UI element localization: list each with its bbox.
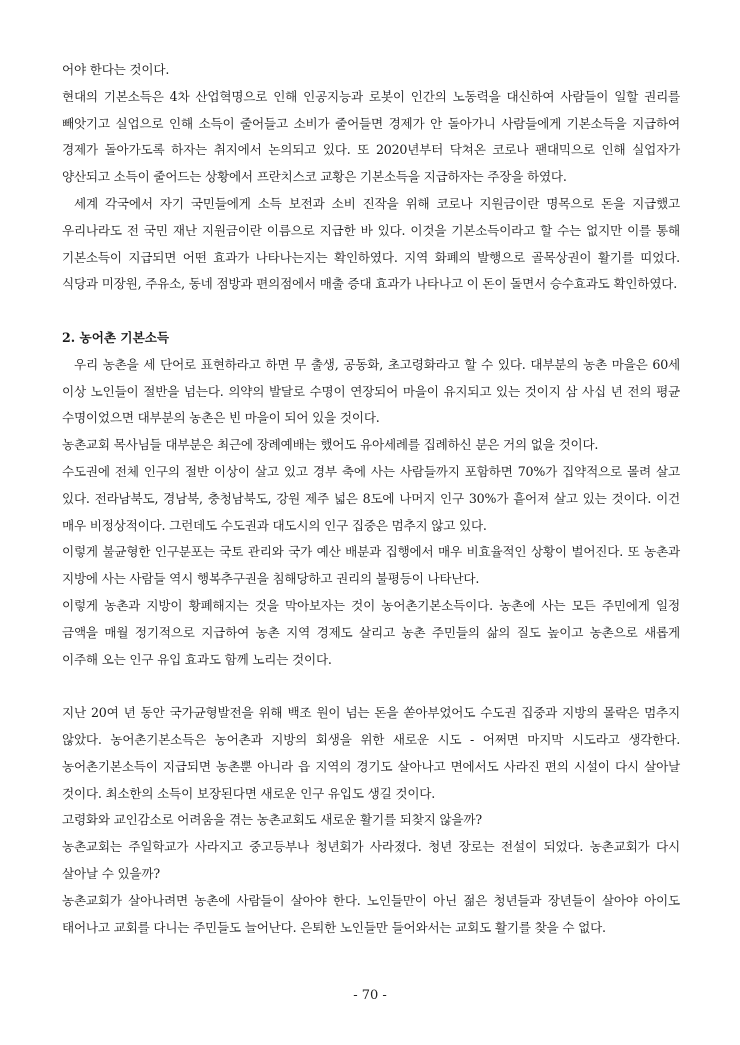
paragraph: 이렇게 농촌과 지방이 황폐해지는 것을 막아보자는 것이 농어촌기본소득이다. 농촌에 사는 모든 주민에게 일정 금액을 매월 정기적으로 지급하여 농촌 지역 경제도 살리고 농촌 주민들의 삶의 질도 높이고 농촌으로 새롭게 이주해 오는 인구 유입 효과도 함께 노리는 것이다. <box>62 597 680 667</box>
paragraph: 농촌교회가 살아나려면 농촌에 사람들이 살아야 한다. 노인들만이 아닌 젊은 청년들과 장년들이 살아야 아이도 태어나고 교회를 다니는 주민들도 늘어난다. 은퇴한 노인들만 들어와서는 교회도 활기를 찾을 수 없다. <box>62 892 680 935</box>
paragraph-spacer <box>62 298 680 325</box>
paragraph: 어야 한다는 것이다. <box>62 62 170 77</box>
paragraph-spacer <box>62 673 680 700</box>
page-number: - 70 - <box>353 988 387 1003</box>
paragraph: 세계 각국에서 자기 국민들에게 소득 보전과 소비 진작을 위해 코로나 지원금이란 명목으로 돈을 지급했고 우리나라도 전 국민 재난 지원금이란 이름으로 지급한 바 있다. 이것을 기본소득이라고 할 수는 없지만 이를 통해 기본소득이 지급되면 어떤 효과가 나타나는지는 확인하였다. 지역 화폐의 발행으로 골목상권이 활기를 띠었다. 식당과 미장원, 주유소, 동네 점방과 편의점에서 매출 증대 효과가 나타나고 이 돈이 돌면서 승수효과도 확인하였다. <box>62 195 680 292</box>
section-heading: 2. 농어촌 기본소득 <box>62 329 170 345</box>
paragraph: 농촌교회는 주일학교가 사라지고 중고등부나 청년회가 사라졌다. 청년 장로는 전설이 되었다. 농촌교회가 다시 살아날 수 있을까? <box>62 839 680 881</box>
paragraph: 수도권에 전체 인구의 절반 이상이 살고 있고 경부 축에 사는 사람들까지 포함하면 70%가 집약적으로 몰려 살고 있다. 전라남북도, 경남북, 충청남북도, 강원 제주 넓은 8도에 나머지 인구 30%가 흩어져 살고 있는 것이다. 이건 매우 비정상적이다. 그런데도 수도권과 대도시의 인구 집중은 멈추지 않고 있다. <box>62 463 680 533</box>
document-page <box>62 57 680 941</box>
paragraph: 지난 20여 년 동안 국가균형발전을 위해 백조 원이 넘는 돈을 쏟아부었어도 수도권 집중과 지방의 몰락은 멈추지 않았다. 농어촌기본소득은 농어촌과 지방의 회생을 위한 새로운 시도 - 어쩌면 마지막 시도라고 생각한다. 농어촌기본소득이 지급되면 농촌뿐 아니라 읍 지역의 경기도 살아나고 면에서도 사라진 편의 시설이 다시 살아날 것이다. 최소한의 소득이 보장된다면 새로운 인구 유입도 생길 것이다. <box>62 705 680 801</box>
paragraph: 현대의 기본소득은 4차 산업혁명으로 인해 인공지능과 로봇이 인간의 노동력을 대신하여 사람들이 일할 권리를 빼앗기고 실업으로 인해 소득이 줄어들고 소비가 줄어들면 경제가 안 돌아가니 사람들에게 기본소득을 지급하여 경제가 돌아가도록 하자는 취지에서 논의되고 있다. 또 2020년부터 닥쳐온 코로나 팬대믹으로 인해 실업자가 양산되고 소득이 줄어드는 상황에서 프란치스코 교황은 기본소득을 지급하자는 주장을 하였다. <box>62 88 680 185</box>
paragraph: 농촌교회 목사님들 대부분은 최근에 장례예배는 했어도 유아세례를 집례하신 분은 거의 없을 것이다. <box>62 437 599 453</box>
paragraph: 우리 농촌을 세 단어로 표현하라고 하면 무 출생, 공동화, 초고령화라고 할 수 있다. 대부분의 농촌 마을은 60세 이상 노인들이 절반을 넘는다. 의약의 발달로 수명이 연장되어 마을이 유지되고 있는 것이지 삼 사십 년 전의 평균 수명이었으면 대부분의 농촌은 빈 마을이 되어 있을 것이다. <box>62 356 680 426</box>
paragraph: 고령화와 교인감소로 어려움을 겪는 농촌교회도 새로운 활기를 되찾지 않을까? <box>62 812 482 828</box>
paragraph: 이렇게 불균형한 인구분포는 국토 관리와 국가 예산 배분과 집행에서 매우 비효율적인 상황이 벌어진다. 또 농촌과 지방에 사는 사람들 역시 행복추구권을 침해당하고 권리의 불평등이 나타난다. <box>62 544 680 587</box>
